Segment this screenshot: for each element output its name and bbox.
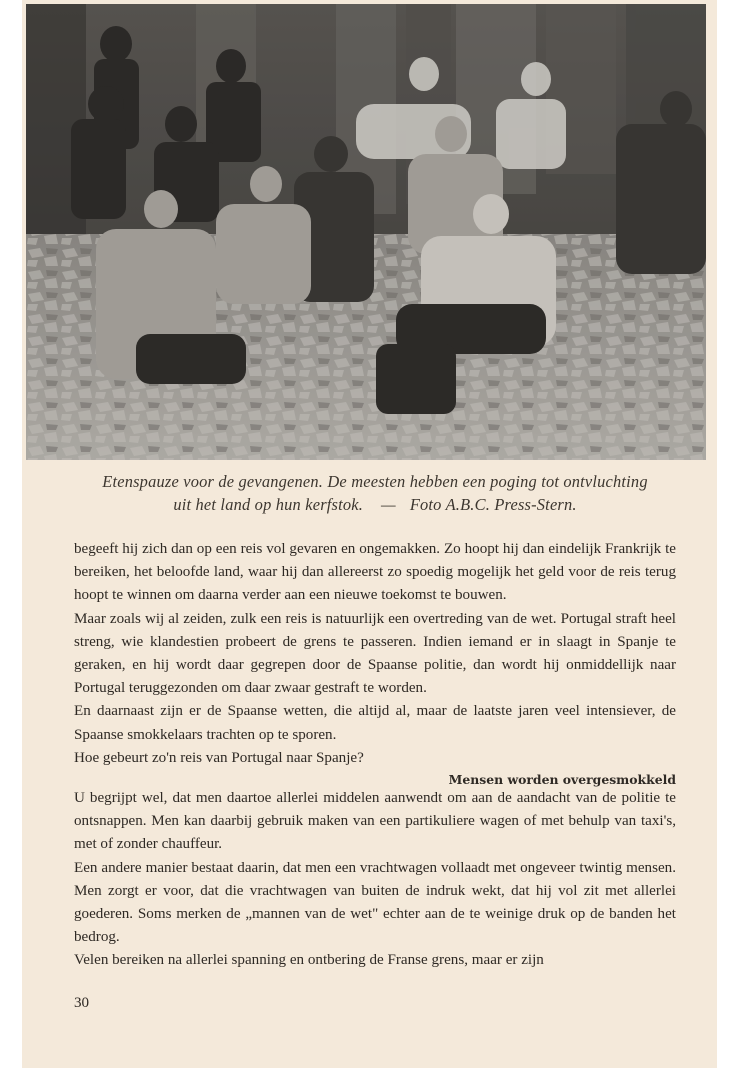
paragraph: Maar zoals wij al zeiden, zulk een reis is natuurlijk een overtreding van de wet. Portugal straft heel streng, wie klandestien probeert de grens te passeren. Indien iemand er in slaagt in Spanje te geraken, en hij wordt daar gegrepen door de Spaanse politie, dan wordt hij onmiddellijk naar Portugal teruggezonden om daar zwaar gestraft te worden. bbox=[74, 610, 676, 697]
photo-image bbox=[26, 4, 706, 460]
paragraph: Hoe gebeurt zo'n reis van Portugal naar Spanje? bbox=[74, 749, 364, 766]
paragraph: begeeft hij zich dan op een reis vol gevaren en ongemakken. Zo hoopt hij dan eindelijk Frankrijk te bereiken, het beloofde land, waar hij dan allereerst zo spoedig mogelijk het geld voor de reis terug hoopt te winnen om daarna verder aan een nieuwe toekomst te bouwen. bbox=[74, 541, 676, 604]
photo-prisoners-meal-break bbox=[26, 4, 706, 460]
paragraph: Velen bereiken na allerlei spanning en ontbering de Franse grens, maar er zijn bbox=[74, 952, 544, 969]
paragraph: U begrijpt wel, dat men daartoe allerlei middelen aanwendt om aan de aandacht van de politie te ontsnappen. Men kan daarbij gebruik maken van een partikuliere wagen of met behulp van taxi's, met of zonder chauffeur. bbox=[74, 790, 676, 853]
caption-line-1: Etenspauze voor de gevangenen. De meesten hebben een poging tot ontvluchting bbox=[102, 472, 648, 491]
caption-dash: — bbox=[381, 495, 396, 514]
caption-text: uit het land op hun kerfstok. bbox=[173, 495, 364, 514]
page-number: 30 bbox=[74, 995, 90, 1011]
paragraph: Een andere manier bestaat daarin, dat men een vrachtwagen vollaadt met ongeveer twintig mensen. Men zorgt er voor, dat die vrachtwagen van buiten de indruk wekt, dat hij vol zit met allerlei goederen. Soms merken de „mannen van de wet" echter aan de te weinige druk op de banden het bedrog. bbox=[74, 859, 676, 946]
article-body bbox=[74, 538, 676, 973]
section-subheading: Mensen worden overgesmokkeld bbox=[448, 772, 676, 788]
photo-caption bbox=[40, 470, 710, 516]
paragraph: En daarnaast zijn er de Spaanse wetten, die altijd al, maar de laatste jaren veel intensiever, de Spaanse smokkelaars trachten op te sporen. bbox=[74, 703, 676, 743]
photo-credit: Foto A.B.C. Press-Stern. bbox=[409, 495, 577, 514]
caption-line-2 bbox=[40, 493, 710, 516]
